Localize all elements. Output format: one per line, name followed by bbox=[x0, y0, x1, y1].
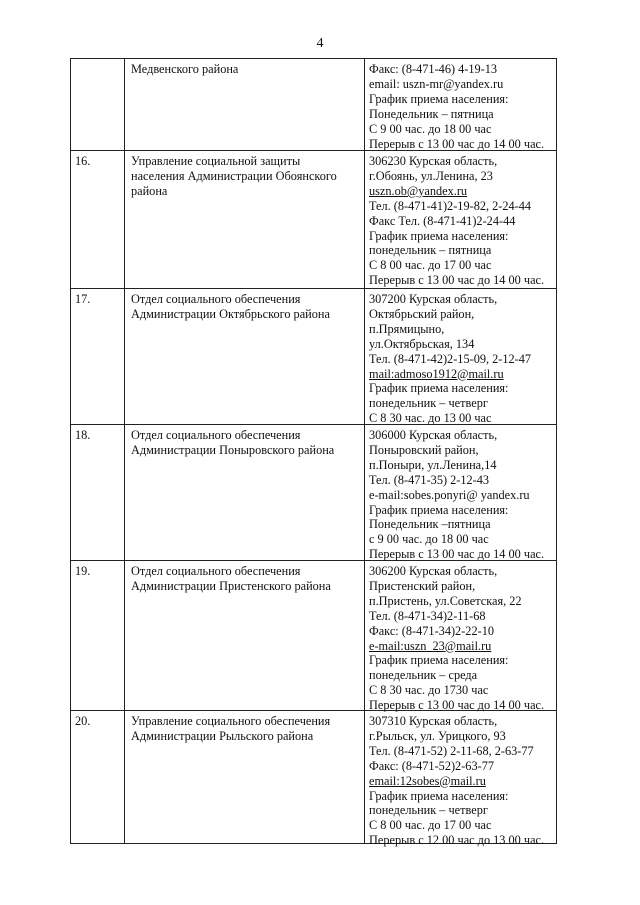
email-link[interactable]: mail:admoso1912@mail.ru bbox=[369, 366, 504, 381]
contact-info-cell bbox=[365, 289, 556, 424]
contact-line: Перерыв с 13 00 час до 14 00 час. bbox=[369, 547, 545, 562]
contact-line: Факс: (8-471-46) 4-19-13 bbox=[369, 62, 498, 76]
email-link[interactable]: uszn.ob@yandex.ru bbox=[369, 183, 468, 198]
row-number-cell: 20. bbox=[71, 711, 125, 843]
contact-line: Октябрьский район, bbox=[369, 306, 475, 321]
contact-line: п.Поныри, ул.Ленина,14 bbox=[369, 457, 497, 472]
organization-name-line: Администрации Рыльского района bbox=[131, 728, 314, 743]
email-link[interactable]: e-mail:uszn_23@mail.ru bbox=[369, 638, 492, 653]
organization-name-line: населения Администрации Обоянского bbox=[131, 168, 337, 183]
contact-line: понедельник – среда bbox=[369, 668, 478, 683]
table-row bbox=[71, 561, 556, 711]
contact-line: График приема населения: bbox=[369, 381, 509, 396]
contact-info-cell bbox=[365, 151, 556, 288]
organization-name-line: Управление социального обеспечения bbox=[131, 714, 331, 728]
contact-line: ул.Октябрьская, 134 bbox=[369, 336, 475, 351]
organization-name-line: Управление социальной защиты bbox=[131, 154, 301, 168]
contact-line: С 8 30 час. до 1730 час bbox=[369, 683, 489, 698]
contact-line: Факс: (8-471-34)2-22-10 bbox=[369, 623, 494, 638]
contact-line: График приема населения: bbox=[369, 653, 509, 668]
organization-name-line: района bbox=[131, 183, 168, 198]
row-number-cell: 18. bbox=[71, 425, 125, 560]
table-row bbox=[71, 151, 556, 289]
contact-line: г.Рыльск, ул. Урицкого, 93 bbox=[369, 728, 506, 743]
contact-line: понедельник – четверг bbox=[369, 396, 488, 411]
organization-name-line: Администрации Пристенского района bbox=[131, 578, 331, 593]
organization-name-cell bbox=[125, 59, 365, 150]
table-row bbox=[71, 425, 556, 561]
contact-line: Пристенский район, bbox=[369, 578, 476, 593]
contact-line: Тел. (8-471-35) 2-12-43 bbox=[369, 472, 490, 487]
page-number: 4 bbox=[316, 36, 324, 51]
email-link[interactable]: email:12sobes@mail.ru bbox=[369, 773, 486, 788]
row-number-cell: 17. bbox=[71, 289, 125, 424]
contact-line: С 9 00 час. до 18 00 час bbox=[369, 121, 492, 136]
table-row bbox=[71, 289, 556, 425]
contact-line: понедельник – четверг bbox=[369, 803, 488, 818]
contact-info-cell bbox=[365, 711, 556, 848]
contact-line: С 8 30 час. до 13 00 час bbox=[369, 411, 492, 426]
contact-line: Факс Тел. (8-471-41)2-24-44 bbox=[369, 213, 516, 228]
organization-name-cell bbox=[125, 711, 365, 843]
organization-name-cell bbox=[125, 425, 365, 560]
contact-line: Тел. (8-471-41)2-19-82, 2-24-44 bbox=[369, 198, 532, 213]
contact-line: 306000 Курская область, bbox=[369, 428, 498, 442]
contact-line: График приема населения: bbox=[369, 91, 509, 106]
table-row bbox=[71, 59, 556, 151]
contact-line: График приема населения: bbox=[369, 228, 509, 243]
contact-line: Тел. (8-471-42)2-15-09, 2-12-47 bbox=[369, 351, 532, 366]
table-row bbox=[71, 711, 556, 848]
contact-line: Тел. (8-471-34)2-11-68 bbox=[369, 608, 486, 623]
organization-name-line: Отдел социального обеспечения bbox=[131, 564, 301, 578]
contact-line: 306230 Курская область, bbox=[369, 154, 498, 168]
contact-line: С 8 00 час. до 17 00 час bbox=[369, 258, 492, 273]
row-number-cell: 19. bbox=[71, 561, 125, 710]
contact-line: п.Прямицыно, bbox=[369, 321, 445, 336]
organization-name-line: Администрации Октябрьского района bbox=[131, 306, 330, 321]
contact-line: Перерыв с 13 00 час до 14 00 час. bbox=[369, 273, 545, 288]
contact-line: Перерыв с 13 00 час до 14 00 час. bbox=[369, 136, 545, 151]
organization-name-cell bbox=[125, 151, 365, 288]
contact-line: 307200 Курская область, bbox=[369, 292, 498, 306]
contact-line: 307310 Курская область, bbox=[369, 714, 498, 728]
row-number-cell: 16. bbox=[71, 151, 125, 288]
contact-line: С 8 00 час. до 17 00 час bbox=[369, 818, 492, 833]
contact-line: Факс: (8-471-52)2-63-77 bbox=[369, 758, 494, 773]
contact-line: с 9 00 час. до 18 00 час bbox=[369, 532, 489, 547]
contact-line: Перерыв с 13 00 час до 14 00 час. bbox=[369, 698, 545, 713]
email-line: email: uszn-mr@yandex.ru bbox=[369, 76, 504, 91]
organization-name-line: Администрации Поныровского района bbox=[131, 442, 335, 457]
contact-line: Понедельник –пятница bbox=[369, 517, 491, 532]
contact-line: Тел. (8-471-52) 2-11-68, 2-63-77 bbox=[369, 743, 534, 758]
contact-line: г.Обоянь, ул.Ленина, 23 bbox=[369, 168, 493, 183]
contact-line: График приема населения: bbox=[369, 502, 509, 517]
organization-name-cell bbox=[125, 289, 365, 424]
contact-info-cell bbox=[365, 59, 556, 150]
contact-line: п.Пристень, ул.Советская, 22 bbox=[369, 593, 522, 608]
organization-name-cell bbox=[125, 561, 365, 710]
contact-line: 306200 Курская область, bbox=[369, 564, 498, 578]
organization-name-line: Отдел социального обеспечения bbox=[131, 428, 301, 442]
contact-line: Перерыв с 12 00 час до 13 00 час. bbox=[369, 833, 545, 848]
email-line: e-mail:sobes.ponyri@ yandex.ru bbox=[369, 487, 530, 502]
contact-line: График приема населения: bbox=[369, 788, 509, 803]
contact-line: понедельник – пятница bbox=[369, 243, 492, 258]
contact-line: Понедельник – пятница bbox=[369, 106, 494, 121]
contact-line: Поныровский район, bbox=[369, 442, 479, 457]
organization-name-line: Медвенского района bbox=[131, 62, 239, 76]
contact-info-cell bbox=[365, 425, 556, 560]
organization-name-line: Отдел социального обеспечения bbox=[131, 292, 301, 306]
contacts-table bbox=[70, 58, 557, 848]
row-number-cell bbox=[71, 59, 125, 150]
contact-info-cell bbox=[365, 561, 556, 713]
